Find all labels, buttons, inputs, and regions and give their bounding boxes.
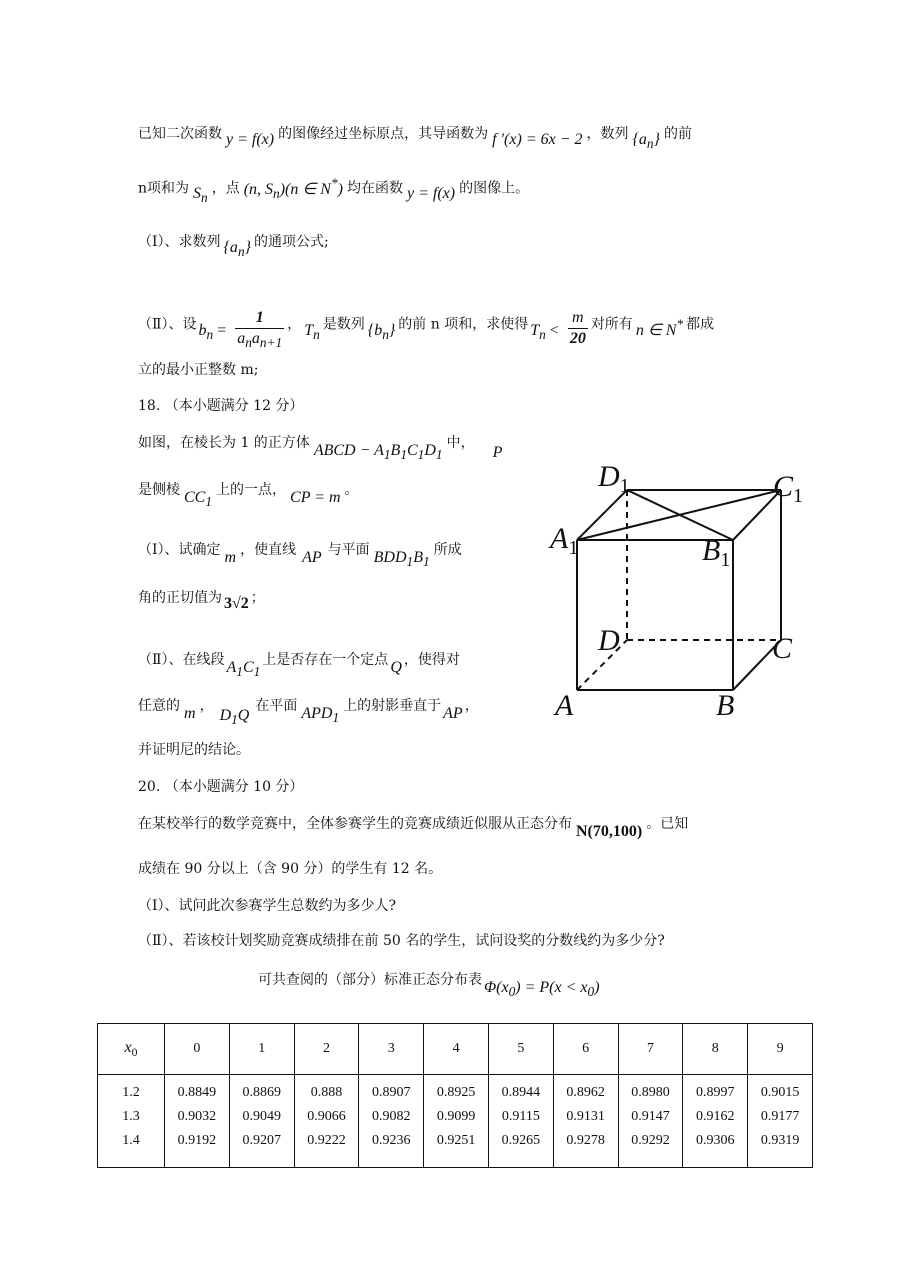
math-m: m xyxy=(184,705,196,722)
math-sequence-b xyxy=(367,321,396,342)
text: 在平面 xyxy=(255,698,298,714)
table-cell-value: 0.8849 xyxy=(177,1085,217,1100)
problem-18-question-ii xyxy=(138,650,460,680)
text: 立的最小正整数 m; xyxy=(138,362,259,378)
problem-18-question-ii-cont xyxy=(138,696,479,728)
text: （Ⅱ）、若该校计划奖励竞赛成绩排在前 50 名的学生，试问设奖的分数线约为多少分? xyxy=(138,933,665,949)
math-part: ) xyxy=(337,181,343,199)
table-cell-value: 0.9049 xyxy=(242,1109,281,1124)
text: （Ⅰ）、试确定 xyxy=(138,542,221,558)
math-sub: n xyxy=(273,186,280,202)
math-sub: 1 xyxy=(400,447,407,463)
text: 与平面 xyxy=(327,542,370,558)
problem-20-question-ii xyxy=(138,931,665,951)
math-part: ABCD − A xyxy=(313,442,384,459)
table-cell-value: 0.8944 xyxy=(501,1085,541,1100)
math-sub: 1 xyxy=(422,554,430,570)
math-part: a xyxy=(237,330,246,347)
table-cell-value: 0.9306 xyxy=(696,1133,735,1148)
table-body-row xyxy=(98,1075,813,1168)
label-b1: $B_1$ xyxy=(702,534,731,571)
problem-18-question-i-cont xyxy=(138,588,265,612)
label-c1: $C_1$ xyxy=(773,470,804,507)
fraction-denominator xyxy=(235,329,284,353)
table-cell-value: 0.9265 xyxy=(501,1133,541,1148)
table-cell-column-values xyxy=(618,1075,683,1168)
table-x-value: 1.2 xyxy=(122,1085,140,1100)
math-sub: n xyxy=(245,335,252,351)
table-header-col: 7 xyxy=(618,1024,683,1075)
math-sub: 0 xyxy=(587,984,595,1000)
table-cell-column-values xyxy=(165,1075,230,1168)
math-part: Q xyxy=(237,707,250,724)
table-header-col: 6 xyxy=(553,1024,618,1075)
table-header-col: 8 xyxy=(683,1024,748,1075)
label-d1: $D_1$ xyxy=(598,460,630,497)
table-cell-column-values xyxy=(294,1075,359,1168)
text: 中， xyxy=(446,435,475,451)
text: ，使得对 xyxy=(403,652,460,668)
math-sub: n xyxy=(201,190,208,206)
math-sequence xyxy=(632,131,660,152)
table-cell-value: 0.9015 xyxy=(760,1085,800,1100)
table-cell-value: 0.9131 xyxy=(566,1109,605,1124)
table-cell-value: 0.8962 xyxy=(566,1085,605,1100)
math-normal-dist: N(70,100) xyxy=(576,823,643,840)
text: 可共查阅的（部分）标准正态分布表 xyxy=(258,972,482,988)
math-part: < xyxy=(545,321,563,339)
problem-20-question-i xyxy=(138,896,396,916)
text: 如图，在棱长为 1 的正方体 xyxy=(138,435,310,451)
table-cell-value: 0.8925 xyxy=(436,1085,476,1100)
text: （Ⅱ）、在线段 xyxy=(138,652,225,668)
table-header-col: 1 xyxy=(229,1024,294,1075)
math-point xyxy=(243,176,343,202)
math-d1q xyxy=(219,707,250,728)
math-sub: 1 xyxy=(236,664,243,680)
math-sub: 1 xyxy=(383,447,391,463)
text: n项和为 xyxy=(138,180,190,197)
text: 角的正切值为 xyxy=(138,590,222,606)
table-x-value: 1.4 xyxy=(122,1133,140,1148)
math-part: a xyxy=(251,330,260,347)
math-derivative: f ′(x) = 6x − 2 xyxy=(492,131,583,148)
table-cell-value: 0.9319 xyxy=(760,1133,800,1148)
math-part: {a xyxy=(223,239,238,256)
fraction-numerator: m xyxy=(568,308,588,329)
fraction-bn xyxy=(235,308,284,353)
table-cell-value: 0.9292 xyxy=(631,1133,670,1148)
text: 的前 xyxy=(664,126,692,142)
text: 所成 xyxy=(433,542,462,558)
problem-18-closing xyxy=(138,740,250,760)
math-part: T xyxy=(530,321,540,339)
text: 20. （本小题满分 10 分） xyxy=(138,779,304,795)
text: 在某校举行的数学竞赛中，全体参赛学生的竞赛成绩近似服从正态分布 xyxy=(138,816,572,832)
problem-20-heading xyxy=(138,777,303,797)
table-cell-value: 0.8980 xyxy=(631,1085,670,1100)
math-part: )(n ∈ N xyxy=(279,181,331,199)
text: 已知二次函数 xyxy=(138,126,222,142)
table-header-row xyxy=(98,1024,813,1075)
normal-distribution-table xyxy=(97,1023,813,1168)
text: ， xyxy=(199,698,214,714)
text: 上是否存在一个定点 xyxy=(262,652,389,668)
math-sup: * xyxy=(676,316,684,332)
table-header-col: 3 xyxy=(359,1024,424,1075)
math-sub: 1 xyxy=(435,447,443,463)
table-cell-column-values xyxy=(229,1075,294,1168)
table-header-col: 2 xyxy=(294,1024,359,1075)
text: ， xyxy=(287,316,302,333)
table-cell-value: 0.9099 xyxy=(436,1109,476,1124)
math-sub: 0 xyxy=(508,984,516,1000)
math-inequality xyxy=(530,321,563,342)
problem-18-line-2 xyxy=(138,480,359,510)
math-part: } xyxy=(244,239,252,256)
math-tangent-value: 3√2 xyxy=(224,595,249,612)
table-cell-value: 0.9278 xyxy=(566,1133,605,1148)
math-sub: 1 xyxy=(332,710,340,726)
cube-figure xyxy=(540,450,820,730)
math-part: B xyxy=(390,442,401,459)
text: （Ⅰ）、试问此次参赛学生总数约为多少人? xyxy=(138,898,397,914)
math-sub: n xyxy=(206,326,214,342)
math-sub: 1 xyxy=(253,664,261,680)
text: ， xyxy=(464,698,479,714)
text: 是侧棱 xyxy=(138,482,180,498)
label-a1: $A_1$ xyxy=(550,522,579,559)
text: 18. （本小题满分 12 分） xyxy=(138,398,304,414)
table-cell-value: 0.9115 xyxy=(501,1109,540,1124)
label-d: D xyxy=(598,624,620,657)
table-cell-value: 0.9192 xyxy=(177,1133,217,1148)
table-cell-value: 0.9207 xyxy=(242,1133,281,1148)
math-sub: n xyxy=(539,326,546,342)
math-cp: CP = m xyxy=(290,489,341,506)
text: 的图像经过坐标原点，其导函数为 xyxy=(278,126,489,142)
edge-a1d1 xyxy=(577,490,627,540)
math-sn xyxy=(193,185,208,206)
math-part: n ∈ N xyxy=(635,321,677,339)
math-n-in-N xyxy=(635,316,684,339)
math-phi xyxy=(484,979,600,1000)
math-part: T xyxy=(304,321,314,339)
math-m: m xyxy=(224,549,237,566)
text: 对所有 xyxy=(590,316,633,333)
math-a1c1 xyxy=(226,659,261,680)
math-part: } xyxy=(653,131,660,148)
math-part: (n, S xyxy=(243,181,274,199)
math-sub: 1 xyxy=(231,712,238,728)
math-part: C xyxy=(407,442,418,459)
text: 任意的 xyxy=(138,698,180,714)
table-cell-column-values xyxy=(553,1075,618,1168)
label-b: B xyxy=(716,689,735,722)
math-part: B xyxy=(413,549,423,566)
math-part: CC xyxy=(184,489,206,506)
math-part: APD xyxy=(301,705,333,722)
text: 均在函数 xyxy=(346,180,403,197)
text: ，使直线 xyxy=(240,542,297,558)
text: 的通项公式; xyxy=(254,234,329,250)
math-part: D xyxy=(424,442,436,459)
problem-20-line-1 xyxy=(138,814,689,840)
question-i xyxy=(138,232,329,260)
math-tn xyxy=(304,321,320,342)
math-p: P xyxy=(492,444,503,461)
text: 都成 xyxy=(686,316,715,333)
math-sub: n+1 xyxy=(259,335,283,351)
problem-intro-line-2 xyxy=(138,172,530,206)
table-cell-column-values xyxy=(488,1075,553,1168)
math-part: x xyxy=(124,1039,132,1057)
text: 并证明尼的结论。 xyxy=(138,742,250,758)
problem-18-line-1 xyxy=(138,433,503,463)
math-part: ) = P(x < x xyxy=(515,979,588,996)
label-c: C xyxy=(772,632,793,665)
math-part: Φ(x xyxy=(484,979,509,996)
table-cell-column-values xyxy=(748,1075,813,1168)
problem-18-question-i xyxy=(138,540,462,570)
math-sub: n xyxy=(237,244,245,260)
table-cell-value: 0.9032 xyxy=(177,1109,217,1124)
text: （Ⅰ）、求数列 xyxy=(138,234,221,250)
math-part: } xyxy=(388,321,396,339)
table-cell-value: 0.9082 xyxy=(372,1109,411,1124)
math-sub: 1 xyxy=(406,554,414,570)
math-cc1 xyxy=(184,489,213,510)
problem-intro-line-1 xyxy=(138,124,692,152)
table-cell-x-values xyxy=(98,1075,165,1168)
diagonal-d1b1 xyxy=(627,490,733,540)
text: ，点 xyxy=(211,180,240,197)
math-plane xyxy=(373,549,430,570)
text: 上的射影垂直于 xyxy=(343,698,442,714)
math-function: y = f(x) xyxy=(406,185,456,203)
math-cube xyxy=(313,442,443,463)
table-header-col: 0 xyxy=(165,1024,230,1075)
fraction-m-20 xyxy=(568,308,588,349)
question-ii-cont xyxy=(138,360,258,380)
math-part: = xyxy=(213,321,231,339)
text: （Ⅱ）、设 xyxy=(138,316,197,333)
math-sub: n xyxy=(382,326,389,342)
fraction-numerator: 1 xyxy=(235,308,284,329)
text: ； xyxy=(250,590,265,606)
math-ap: AP xyxy=(302,549,322,566)
math-q: Q xyxy=(390,659,402,676)
math-part: C xyxy=(242,659,254,676)
math-part: {b xyxy=(367,321,383,339)
math-part: BDD xyxy=(373,549,407,566)
table-x-value: 1.3 xyxy=(122,1109,140,1124)
table-cell-value: 0.888 xyxy=(310,1085,343,1100)
table-header-col: 4 xyxy=(424,1024,489,1075)
math-ap: AP xyxy=(443,705,463,722)
math-part: b xyxy=(198,321,207,339)
table-cell-value: 0.8997 xyxy=(696,1085,735,1100)
math-sub: 1 xyxy=(205,494,213,510)
table-header-col: 9 xyxy=(748,1024,813,1075)
text: 成绩在 90 分以上（含 90 分）的学生有 12 名。 xyxy=(138,861,443,877)
math-sub: 1 xyxy=(417,447,425,463)
table-caption xyxy=(258,970,602,1000)
text: 的图像上。 xyxy=(459,180,530,197)
question-ii xyxy=(138,302,715,351)
table-cell-column-values xyxy=(424,1075,489,1168)
table-cell-value: 0.9066 xyxy=(307,1109,346,1124)
math-sub: n xyxy=(313,326,320,342)
math-part: A xyxy=(226,659,237,676)
table-header-x0 xyxy=(98,1024,165,1075)
problem-18-heading xyxy=(138,396,303,416)
math-apd1 xyxy=(301,705,340,726)
table-cell-value: 0.8907 xyxy=(372,1085,411,1100)
table-cell-value: 0.9251 xyxy=(436,1133,476,1148)
table-cell-column-values xyxy=(683,1075,748,1168)
math-sub: n xyxy=(646,136,654,152)
table-cell-column-values xyxy=(359,1075,424,1168)
math-part: D xyxy=(219,707,232,724)
table-cell-value: 0.9236 xyxy=(372,1133,411,1148)
math-sup: * xyxy=(330,176,338,191)
label-a: A xyxy=(555,689,574,722)
table-cell-value: 0.9162 xyxy=(696,1109,735,1124)
math-sub: 0 xyxy=(131,1045,138,1059)
table-cell-value: 0.9177 xyxy=(760,1109,800,1124)
text: 上的一点， xyxy=(216,482,287,498)
text: 是数列 xyxy=(322,316,365,333)
math-part: {a xyxy=(632,131,647,148)
text: 的前 n 项和，求使得 xyxy=(398,316,529,333)
math-bn-def xyxy=(198,321,231,342)
text: 。 xyxy=(344,482,359,498)
text: ，数列 xyxy=(586,126,629,142)
table-cell-value: 0.9147 xyxy=(631,1109,670,1124)
math-function: y = f(x) xyxy=(226,131,275,148)
table-header-col: 5 xyxy=(488,1024,553,1075)
math-part: ) xyxy=(594,979,600,996)
fraction-denominator: 20 xyxy=(569,330,586,348)
text: 。已知 xyxy=(646,816,689,832)
math-sequence xyxy=(223,239,252,260)
table-cell-value: 0.9222 xyxy=(307,1133,346,1148)
math-part: S xyxy=(193,185,202,203)
table-cell-value: 0.8869 xyxy=(242,1085,281,1100)
problem-20-line-2 xyxy=(138,859,442,879)
